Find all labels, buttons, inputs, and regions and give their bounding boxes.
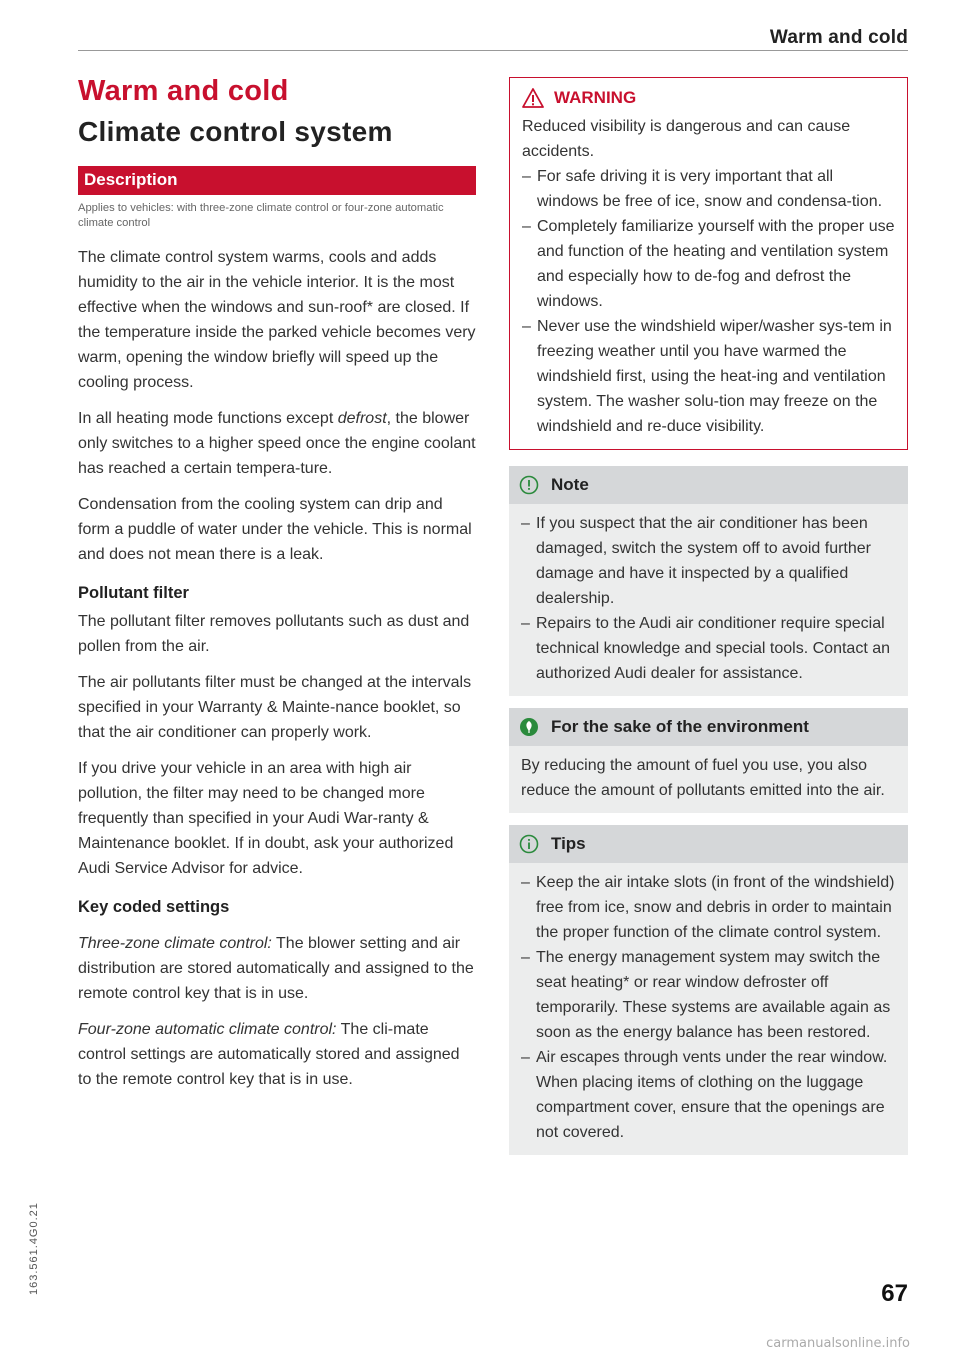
warning-intro: Reduced visibility is dangerous and can cause accidents.: [522, 118, 851, 160]
tips-title: Tips: [509, 825, 908, 863]
list-item: – Keep the air intake slots (in front of the windshield) free from ice, snow and debris in order to maintain the proper function of the climate control system.: [521, 870, 896, 945]
environment-title: For the sake of the environment: [509, 708, 908, 746]
warning-title: WARNING: [522, 84, 895, 112]
section-title: Climate control system: [78, 116, 393, 147]
defrost-term: defrost: [337, 410, 387, 427]
list-item: – Air escapes through vents under the rear window. When placing items of clothing on the luggage compartment cover, ensure that the openings are not covered.: [521, 1045, 896, 1145]
document-code: 163.561.4G0.21: [28, 1202, 40, 1295]
leaf-icon: [519, 717, 539, 737]
paragraph-pollutant-1: The pollutant filter removes pollutants such as dust and pollen from the air.: [78, 613, 470, 655]
paragraph-four-zone: Four-zone automatic climate control: The cli-mate control settings are automatically stored and assigned to the remote control key that is in use.: [78, 1021, 460, 1088]
left-column: [78, 72, 476, 1092]
pollutant-filter-heading: Pollutant filter: [78, 584, 189, 602]
note-exclamation-icon: [519, 475, 539, 495]
paragraph-intro: The climate control system warms, cools and adds humidity to the air in the vehicle interior. It is the most effective when the windows and sun-roof* are closed. If the temperature inside the parked vehicle becomes very warm, opening the window briefly will speed up the cooling process.: [78, 249, 476, 391]
paragraph-pollutant-3: If you drive your vehicle in an area with high air pollution, the filter may need to be changed more frequently than specified in your Audi War-ranty & Maintenance booklet. If in doubt, ask your authorized Audi Service Advisor for advice.: [78, 760, 454, 877]
paragraph-heating: In all heating mode functions except defrost, the blower only switches to a higher speed once the engine coolant has reached a certain tempera-ture.: [78, 410, 476, 477]
paragraph-pollutant-2: The air pollutants filter must be changed at the intervals specified in your Warranty & Mainte-nance booklet, so that the air conditioner can properly work.: [78, 674, 472, 741]
info-icon: [519, 834, 539, 854]
key-coded-heading: Key coded settings: [78, 898, 230, 916]
chapter-title: Warm and cold: [78, 75, 289, 107]
environment-text: By reducing the amount of fuel you use, you also reduce the amount of pollutants emitted into the air.: [521, 757, 885, 799]
paragraph-three-zone: Three-zone climate control: The blower setting and air distribution are stored automatically and assigned to the remote control key that is in use.: [78, 935, 474, 1002]
paragraph-condensation: Condensation from the cooling system can drip and form a puddle of water under the vehicle. This is normal and does not mean there is a leak.: [78, 496, 472, 563]
tips-list: [521, 870, 896, 1145]
list-item: – For safe driving it is very important that all windows be free of ice, snow and condensa-tion.: [522, 164, 895, 214]
list-item: – Completely familiarize yourself with the proper use and function of the heating and ventilation system and especially how to de-fog and defrost the windows.: [522, 214, 895, 314]
list-item: – The energy management system may switch the seat heating* or rear window defroster off temporarily. These systems are available again as soon as the energy balance has been restored.: [521, 945, 896, 1045]
warning-triangle-icon: [522, 88, 544, 108]
note-title: Note: [509, 466, 908, 504]
list-item: – If you suspect that the air conditioner has been damaged, switch the system off to avoid further damage and have it inspected by a qualified dealership.: [521, 511, 896, 611]
description-bar: Description: [78, 166, 476, 195]
list-item: – Repairs to the Audi air conditioner require special technical knowledge and special tools. Contact an authorized Audi dealer for assistance.: [521, 611, 896, 686]
right-column: [509, 77, 908, 1155]
watermark: carmanualsonline.info: [766, 1336, 910, 1351]
header-rule: [78, 50, 908, 51]
page-number: 67: [881, 1280, 908, 1307]
list-item: – Never use the windshield wiper/washer sys-tem in freezing weather until you have warmed the windshield first, using the heat-ing and ventilation system. The washer solu-tion may freeze on the windshield and re-duce visibility.: [522, 314, 895, 439]
warning-box: [509, 77, 908, 450]
running-head: Warm and cold: [769, 27, 908, 48]
note-box: [509, 466, 908, 696]
note-list: [521, 511, 896, 686]
tips-box: [509, 825, 908, 1155]
environment-box: [509, 708, 908, 813]
warning-list: [522, 164, 895, 439]
applies-to-text: Applies to vehicles: with three-zone climate control or four-zone automatic climate control: [78, 202, 444, 229]
